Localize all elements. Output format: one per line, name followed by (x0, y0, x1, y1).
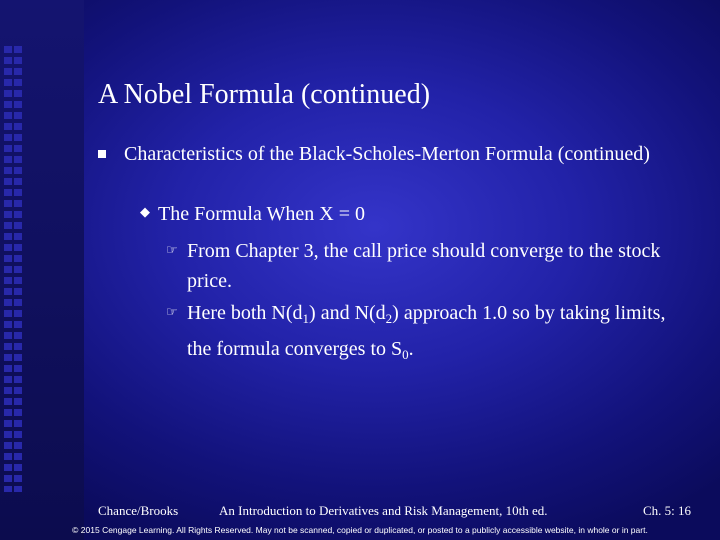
subscript: 1 (302, 311, 310, 326)
footer-chapter-page: Ch. 5: 16 (643, 503, 692, 518)
subscript: 2 (385, 311, 393, 326)
square-pattern-column (14, 46, 22, 492)
bullet-level3-text: From Chapter 3, the call price should converge to the stock price. (187, 240, 661, 292)
formula-text: ) and N(d (309, 302, 386, 324)
pointing-hand-icon: ☞ (166, 305, 178, 320)
bullet-level1-text: Characteristics of the Black-Scholes-Merton Formula (continued) (124, 143, 650, 165)
subscript: 0 (402, 347, 409, 362)
diamond-bullet-icon: ◆ (140, 205, 150, 220)
pointing-hand-icon: ☞ (166, 243, 178, 258)
footer-author: Chance/Brooks (98, 503, 179, 518)
formula-text: Here both N(d (187, 302, 303, 324)
formula-text: . (408, 338, 414, 360)
bullet-level2-text: The Formula When X = 0 (158, 203, 365, 225)
square-pattern-column (4, 46, 12, 492)
square-bullet-icon (98, 150, 106, 158)
formula-text: ) approach 1.0 so by taking limits, the formula converges to S (187, 302, 666, 360)
slide-title: A Nobel Formula (continued) (98, 79, 431, 110)
left-decorative-strip (0, 0, 84, 540)
copyright-notice: © 2015 Cengage Learning. All Rights Reserved. May not be scanned, copied or duplicated, or posted to a publicly accessible website, in whole or in part. (72, 525, 648, 535)
footer-book-title: An Introduction to Derivatives and Risk Management, 10th ed. (219, 503, 548, 518)
bullet-level3-text (187, 298, 687, 370)
